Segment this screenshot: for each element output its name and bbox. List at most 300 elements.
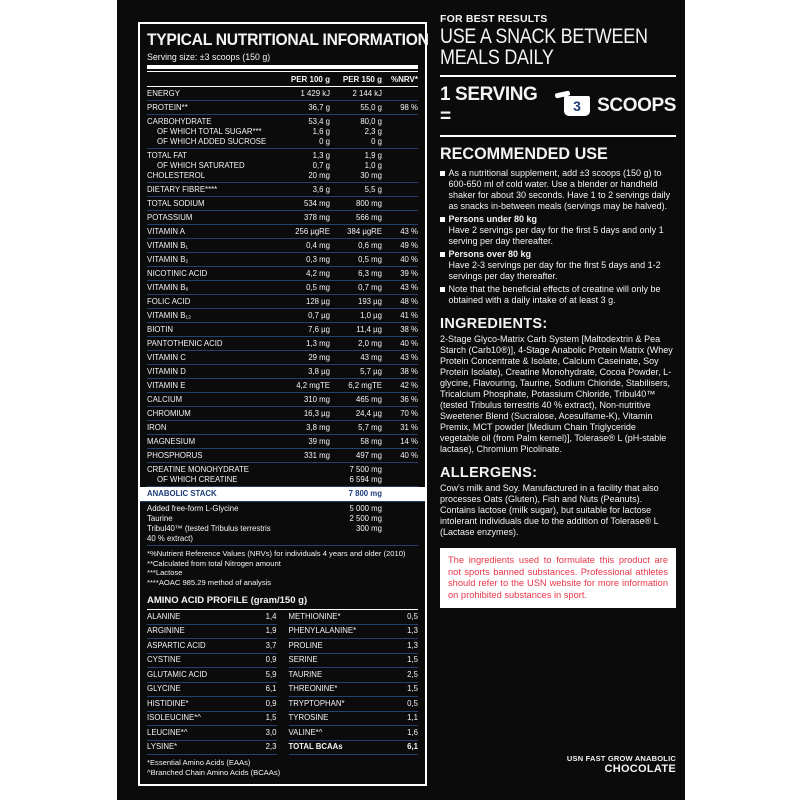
row-nrv <box>382 475 418 485</box>
table-group <box>140 487 425 502</box>
amino-label: SERINE <box>288 655 318 664</box>
recommended-use-bullet <box>440 214 676 247</box>
amino-row <box>147 741 277 756</box>
recommended-use-bullet <box>440 168 676 212</box>
column-header: %NRV* <box>391 75 418 84</box>
row-nrv <box>382 465 418 475</box>
row-value-per100: 534 mg <box>303 198 330 208</box>
row-value-per150: 5,7 mg <box>358 422 382 432</box>
amino-acid-profile-title: AMINO ACID PROFILE (gram/150 g) <box>147 595 418 610</box>
serving-prefix: 1 SERVING = <box>440 84 538 127</box>
amino-label: PHENYLALANINE* <box>288 626 357 635</box>
amino-label: GLYCINE <box>147 684 181 693</box>
amino-label: VALINE*^ <box>288 727 323 737</box>
row-value-per150: 80,0 g <box>360 116 382 126</box>
table-group <box>147 211 418 225</box>
amino-column-left <box>147 610 277 755</box>
row-label: TOTAL SODIUM <box>147 198 205 208</box>
row-label: CREATINE MONOHYDRATE <box>147 464 249 474</box>
row-value-per100: 53,4 g <box>308 116 330 126</box>
column-header-spacer <box>147 75 274 84</box>
row-label: VITAMIN C <box>147 352 186 362</box>
row-value-per100: 20 mg <box>308 170 330 180</box>
table-row <box>147 283 418 293</box>
row-value: 7 500 mg <box>349 464 382 474</box>
bullet-text: Persons over 80 kg Have 2-3 servings per day for the first 5 days and 1-2 servings per day thereafter. <box>448 249 661 281</box>
table-row <box>147 103 418 113</box>
amino-value: 6,1 <box>265 684 277 693</box>
row-label: FOLIC ACID <box>147 296 191 306</box>
brand-product-name: USN FAST GROW ANABOLIC <box>566 754 676 763</box>
table-row <box>147 241 418 251</box>
footnote-line: ****AOAC 985.29 method of analysis <box>147 577 272 587</box>
row-nrv: 40 % <box>400 450 418 460</box>
amino-row <box>147 712 277 727</box>
table-row <box>147 353 418 363</box>
amino-label: ARGININE <box>147 626 185 635</box>
table-row <box>147 475 418 485</box>
amino-label: ISOLEUCINE*^ <box>147 713 201 722</box>
row-value-per150: 5,5 g <box>364 184 382 194</box>
row-nrv <box>382 161 418 171</box>
table-group <box>147 379 418 393</box>
row-value-per150: 2,0 mg <box>358 338 382 348</box>
bullet-text: As a nutritional supplement, add ±3 scoops (150 g) to 600-650 ml of cold water. Use a blender or handheld shaker for about 30 seconds. Have 1 to 2 servings daily as snacks in-between meals (servings may be halved). <box>448 168 671 211</box>
row-value-per150: 1,0 g <box>364 160 382 170</box>
row-value-per100: 1,3 mg <box>306 338 330 348</box>
table-row <box>147 117 418 127</box>
table-row <box>147 465 418 475</box>
row-value-per150: 0,5 mg <box>358 254 382 264</box>
table-group <box>147 323 418 337</box>
row-value-per100: 128 µg <box>305 296 330 306</box>
table-row <box>147 127 418 137</box>
row-label: VITAMIN A <box>147 226 185 236</box>
amino-label: HISTIDINE* <box>147 698 189 708</box>
amino-value: 2,5 <box>407 669 418 679</box>
row-label: VITAMIN D <box>147 366 186 376</box>
amino-label: METHIONINE* <box>288 611 341 621</box>
amino-row <box>289 741 419 756</box>
row-value-per100: 4,2 mg <box>306 268 330 278</box>
row-nrv: 43 % <box>400 352 418 362</box>
amino-value: 0,9 <box>265 655 277 664</box>
row-value-per150: 465 mg <box>355 394 382 404</box>
row-label: CARBOHYDRATE <box>147 116 212 126</box>
row-label: OF WHICH SATURATED <box>157 160 245 170</box>
row-value: 6 594 mg <box>349 474 382 484</box>
table-group <box>147 183 418 197</box>
amino-row <box>147 726 277 741</box>
amino-footnotes <box>147 758 418 777</box>
table-row <box>147 367 418 377</box>
table-group <box>147 309 418 323</box>
amino-value: 0,9 <box>265 698 277 708</box>
amino-value: 1,5 <box>407 684 418 693</box>
amino-column-right <box>289 610 419 755</box>
bullet-bold-lead: Persons over 80 kg <box>448 249 532 259</box>
row-value-per150: 43 mg <box>360 352 382 362</box>
amino-label: TYROSINE <box>288 713 329 722</box>
row-nrv: 14 % <box>400 436 418 446</box>
row-value-per100: 0,4 mg <box>306 240 330 250</box>
amino-value: 5,9 <box>265 669 277 679</box>
row-value-per100: 0,5 mg <box>306 282 330 292</box>
amino-row <box>289 726 419 741</box>
table-row <box>147 325 418 335</box>
row-value-per150: 497 mg <box>355 450 382 460</box>
row-value: 300 mg <box>355 523 382 533</box>
row-nrv: 36 % <box>400 394 418 404</box>
amino-label: CYSTINE <box>147 655 181 664</box>
table-group <box>147 393 418 407</box>
table-group <box>147 239 418 253</box>
row-nrv: 43 % <box>400 282 418 292</box>
row-nrv: 49 % <box>400 240 418 250</box>
amino-value: 2,3 <box>265 742 277 751</box>
table-group <box>147 253 418 267</box>
row-value-per100: 7,6 µg <box>308 324 330 334</box>
amino-acid-table <box>147 610 418 755</box>
amino-row <box>289 625 419 640</box>
row-label: OF WHICH TOTAL SUGAR*** <box>157 126 262 136</box>
row-value-per100: 39 mg <box>308 436 330 446</box>
amino-label: ALANINE <box>147 611 181 621</box>
row-label: CALCIUM <box>147 394 183 404</box>
row-value-per150: 55,0 g <box>360 102 382 112</box>
amino-footnote-line: ^Branched Chain Amino Acids (BCAAs) <box>147 767 281 777</box>
recommended-use-list <box>440 168 676 306</box>
amino-label: LYSINE* <box>147 742 178 751</box>
row-value-per150: 2 144 kJ <box>352 88 382 98</box>
amino-footnote-line: *Essential Amino Acids (EAAs) <box>147 758 251 767</box>
allergens-text: Cow's milk and Soy. Manufactured in a facility that also processes Oats (Gluten), Fish and Nuts (Peanuts). Contains lactose (milk sugar), but suitable for lactose intolerant individuals due to the addition of Tolerase® L (Lactase enzymes). <box>440 483 659 537</box>
row-nrv <box>382 89 418 99</box>
amino-label: LEUCINE*^ <box>147 727 188 737</box>
row-nrv: 40 % <box>400 338 418 348</box>
footnote-line: **Calculated from total Nitrogen amount <box>147 558 281 568</box>
row-value-per150: 30 mg <box>360 170 382 180</box>
row-value-per150: 1,9 g <box>364 150 382 160</box>
row-nrv: 31 % <box>400 422 418 432</box>
row-value-per150: 5,7 µg <box>360 366 382 376</box>
row-value-per100: 310 mg <box>303 394 330 404</box>
row-label: Tribul40™ (tested Tribulus terrestris 40 % extract) <box>147 523 271 543</box>
right-column <box>440 13 676 608</box>
row-label: ENERGY <box>147 88 180 98</box>
table-row <box>147 381 418 391</box>
row-nrv: 48 % <box>400 296 418 306</box>
table-group <box>147 502 418 546</box>
row-nrv <box>382 171 418 181</box>
row-label: PANTOTHENIC ACID <box>147 338 223 348</box>
row-value-per150: 1,0 µg <box>360 310 382 320</box>
row-value-per100: 0,7 g <box>312 160 330 170</box>
row-label: CHOLESTEROL <box>147 170 206 180</box>
amino-label: THREONINE* <box>288 684 338 693</box>
brand-flavour: CHOCOLATE <box>604 763 676 775</box>
row-nrv: 98 % <box>400 102 418 112</box>
table-row <box>147 171 418 181</box>
table-group <box>147 197 418 211</box>
row-value: 7 800 mg <box>348 489 382 498</box>
row-nrv: 41 % <box>400 310 418 320</box>
row-label: IRON <box>147 422 167 432</box>
table-row <box>147 199 418 209</box>
row-value-per100: 0,7 µg <box>308 310 330 320</box>
amino-label: TAURINE <box>288 669 323 679</box>
row-label: VITAMIN B₁₂ <box>147 310 192 320</box>
table-row <box>147 255 418 265</box>
row-label: Added free-form L-Glycine <box>147 503 239 513</box>
row-value-per100: 29 mg <box>308 352 330 362</box>
row-nrv <box>382 514 418 524</box>
scoop-count: 3 <box>573 98 581 114</box>
amino-row <box>289 683 419 698</box>
amino-row <box>147 639 277 654</box>
table-row <box>147 437 418 447</box>
table-group <box>147 351 418 365</box>
amino-value: 0,5 <box>407 611 418 621</box>
row-value-per100: 1,3 g <box>312 150 330 160</box>
row-nrv <box>382 213 418 223</box>
amino-value: 1,5 <box>407 655 418 664</box>
bullet-bold-lead: Persons under 80 kg <box>448 214 538 224</box>
table-row <box>147 504 418 514</box>
row-value-per150: 58 mg <box>360 436 382 446</box>
table-row <box>147 185 418 195</box>
nutrition-footnotes <box>147 546 418 591</box>
row-value-per150: 0,6 mg <box>358 240 382 250</box>
row-value-per100: 1,6 g <box>312 126 330 136</box>
amino-label: TRYPTOPHAN* <box>288 698 345 708</box>
amino-value: 0,5 <box>407 698 418 708</box>
divider-line <box>440 75 676 77</box>
serving-suffix: SCOOPS <box>597 95 676 116</box>
row-value-per100: 3,8 µg <box>308 366 330 376</box>
amino-label: PROLINE <box>288 640 323 650</box>
row-value-per150: 566 mg <box>355 212 382 222</box>
row-nrv <box>382 185 418 195</box>
row-label: OF WHICH ADDED SUCROSE <box>157 136 267 146</box>
recommended-use-bullet <box>440 284 676 306</box>
amino-row <box>147 683 277 698</box>
row-value-per100: 3,8 mg <box>306 422 330 432</box>
row-value-per100: 3,6 g <box>312 184 330 194</box>
amino-row <box>289 639 419 654</box>
divider-thick <box>147 65 418 69</box>
column-header: PER 150 g <box>342 75 382 84</box>
table-group <box>147 407 418 421</box>
table-row <box>147 524 418 544</box>
row-nrv <box>382 117 418 127</box>
row-value-per150: 2,3 g <box>364 126 382 136</box>
serving-size-text: Serving size: ±3 scoops (150 g) <box>147 52 271 62</box>
bullet-square-icon <box>440 217 445 222</box>
label-panel <box>117 0 685 800</box>
row-label: PHOSPHORUS <box>147 450 203 460</box>
column-header: PER 100 g <box>290 75 330 84</box>
table-group <box>147 435 418 449</box>
row-nrv: 38 % <box>400 366 418 376</box>
amino-row <box>289 697 419 712</box>
amino-row <box>289 610 419 625</box>
row-value-per100: 0,3 mg <box>306 254 330 264</box>
table-row <box>147 423 418 433</box>
recommended-use-title: RECOMMENDED USE <box>440 144 608 163</box>
row-nrv <box>382 524 418 544</box>
row-value: 2 500 mg <box>349 513 382 523</box>
table-row <box>147 409 418 419</box>
row-value: 5 000 mg <box>349 503 382 513</box>
table-row <box>147 137 418 147</box>
amino-value: 1,5 <box>265 713 277 722</box>
table-row <box>147 339 418 349</box>
amino-value: 3,7 <box>265 640 277 650</box>
row-nrv: 39 % <box>400 268 418 278</box>
amino-row <box>147 668 277 683</box>
row-label: PROTEIN** <box>147 102 188 112</box>
ingredients-title: INGREDIENTS: <box>440 316 548 332</box>
row-value-per100: 256 µgRE <box>295 226 330 236</box>
amino-value: 1,6 <box>407 727 418 737</box>
row-value-per150: 0,7 mg <box>358 282 382 292</box>
row-label: VITAMIN B₆ <box>147 282 189 292</box>
row-nrv <box>382 504 418 514</box>
nutrition-rows <box>147 87 418 546</box>
amino-row <box>147 625 277 640</box>
row-label: ANABOLIC STACK <box>147 489 217 498</box>
amino-value: 1,4 <box>265 611 277 621</box>
banned-substances-warning: The ingredients used to formulate this product are not sports banned substances. Professional athletes should refer to the USN website for more information on prohibited substances in sport. <box>440 548 676 608</box>
row-nrv <box>382 137 418 147</box>
nutrition-facts-box <box>138 22 427 786</box>
row-nrv: 38 % <box>400 324 418 334</box>
amino-value: 1,9 <box>265 626 277 635</box>
row-label: VITAMIN E <box>147 380 186 390</box>
recommended-use-bullet <box>440 249 676 282</box>
row-nrv <box>382 199 418 209</box>
table-row <box>147 227 418 237</box>
row-value-per150: 193 µg <box>357 296 382 306</box>
table-group <box>147 295 418 309</box>
table-row <box>147 514 418 524</box>
table-group <box>147 267 418 281</box>
row-nrv: 40 % <box>400 254 418 264</box>
table-row <box>147 213 418 223</box>
row-label: CHROMIUM <box>147 408 191 418</box>
row-nrv: 43 % <box>400 226 418 236</box>
row-value-per100: 4,2 mgTE <box>296 380 330 390</box>
amino-label: ASPARTIC ACID <box>147 640 206 650</box>
row-value-per150: 800 mg <box>355 198 382 208</box>
table-row <box>147 269 418 279</box>
amino-row <box>147 610 277 625</box>
table-row <box>147 297 418 307</box>
snack-headline: USE A SNACK BETWEEN MEALS DAILY <box>440 25 648 69</box>
table-group <box>147 281 418 295</box>
amino-row <box>289 712 419 727</box>
row-nrv: 70 % <box>400 408 418 418</box>
amino-value: 1,1 <box>407 713 418 722</box>
row-label: POTASSIUM <box>147 212 193 222</box>
serving-equation <box>440 84 676 128</box>
table-row <box>147 151 418 161</box>
table-row <box>147 161 418 171</box>
ingredients-text: 2-Stage Glyco-Matrix Carb System [Maltodextrin & Pea Starch (Carb10®)], 4-Stage Anabolic Protein Matrix (Whey Protein Concentrate & Isolate, Calcium Caseinate, Soy Protein Isolate), Creatine Monohydrate, Cocoa Powder, L-glycine, Flavouring, Taurine, Sodium Chloride, Stabilisers, Tricalcium Phosphate, Potassium Chloride, Tribul40™ (tested Tribulus terrestris 40 % extract), Non-nutritive Sweetener Blend (Sucralose, Acesulfame-K), Vitamin Premix, MCT powder [Medium Chain Triglyceride vegetable oil (from Palm kernel)], Tolerase® L (pH-stable lactase), Chromium Picolinate. <box>440 334 673 454</box>
amino-label: GLUTAMIC ACID <box>147 669 208 679</box>
table-group <box>147 337 418 351</box>
row-label: NICOTINIC ACID <box>147 268 208 278</box>
bullet-text: Note that the beneficial effects of creatine will only be obtained with a daily intake of at least 3 g. <box>448 284 661 305</box>
row-value-per100: 1 429 kJ <box>300 88 330 98</box>
row-nrv <box>382 151 418 161</box>
brand-block <box>567 754 676 774</box>
row-label: OF WHICH CREATINE <box>157 474 238 484</box>
row-value-per150: 11,4 µg <box>356 324 382 334</box>
table-row <box>147 451 418 461</box>
table-row <box>147 395 418 405</box>
row-value-per100: 0 g <box>319 136 330 146</box>
row-label: BIOTIN <box>147 324 173 334</box>
row-nrv <box>382 127 418 137</box>
footnote-line: *%Nutrient Reference Values (NRVs) for individuals 4 years and older (2010) <box>147 549 406 558</box>
row-label: DIETARY FIBRE**** <box>147 184 218 194</box>
amino-row <box>289 654 419 669</box>
nutrition-title: TYPICAL NUTRITIONAL INFORMATION <box>147 30 429 49</box>
amino-row <box>147 654 277 669</box>
row-label: TOTAL FAT <box>147 150 188 160</box>
row-nrv: 42 % <box>400 380 418 390</box>
amino-row <box>147 697 277 712</box>
table-group <box>147 149 418 183</box>
bullet-text: Persons under 80 kg Have 2 servings per day for the first 5 days and only 1 serving per day thereafter. <box>448 214 664 246</box>
scoop-icon <box>564 96 590 116</box>
amino-label: TOTAL BCAAs <box>288 742 343 751</box>
bullet-square-icon <box>440 252 445 257</box>
table-group <box>147 225 418 239</box>
row-label: Taurine <box>147 513 173 523</box>
table-row <box>147 89 418 99</box>
amino-row <box>289 668 419 683</box>
row-label: VITAMIN B₂ <box>147 254 189 264</box>
row-value-per150: 24,4 µg <box>355 408 382 418</box>
row-value-per100: 378 mg <box>303 212 330 222</box>
row-value-per100: 16,3 µg <box>303 408 330 418</box>
row-label: MAGNESIUM <box>147 436 196 446</box>
row-nrv <box>382 489 418 499</box>
table-row <box>147 489 418 499</box>
allergens-title: ALLERGENS: <box>440 465 538 481</box>
footnote-line: ***Lactose <box>147 568 183 577</box>
divider-line <box>440 135 676 137</box>
table-row <box>147 311 418 321</box>
row-value-per100: 36,7 g <box>308 102 330 112</box>
row-value-per150: 384 µgRE <box>347 226 382 236</box>
table-group <box>147 421 418 435</box>
table-group <box>147 365 418 379</box>
bullet-square-icon <box>440 171 445 176</box>
row-label: VITAMIN B₁ <box>147 240 189 250</box>
table-group <box>147 87 418 101</box>
best-results-kicker: FOR BEST RESULTS <box>440 13 548 25</box>
row-value-per150: 6,2 mgTE <box>348 380 382 390</box>
amino-value: 3,0 <box>265 727 277 737</box>
nutrition-column-headers <box>147 72 418 87</box>
row-value-per150: 6,3 mg <box>358 268 382 278</box>
row-value-per100: 331 mg <box>303 450 330 460</box>
amino-value: 6,1 <box>407 742 418 751</box>
